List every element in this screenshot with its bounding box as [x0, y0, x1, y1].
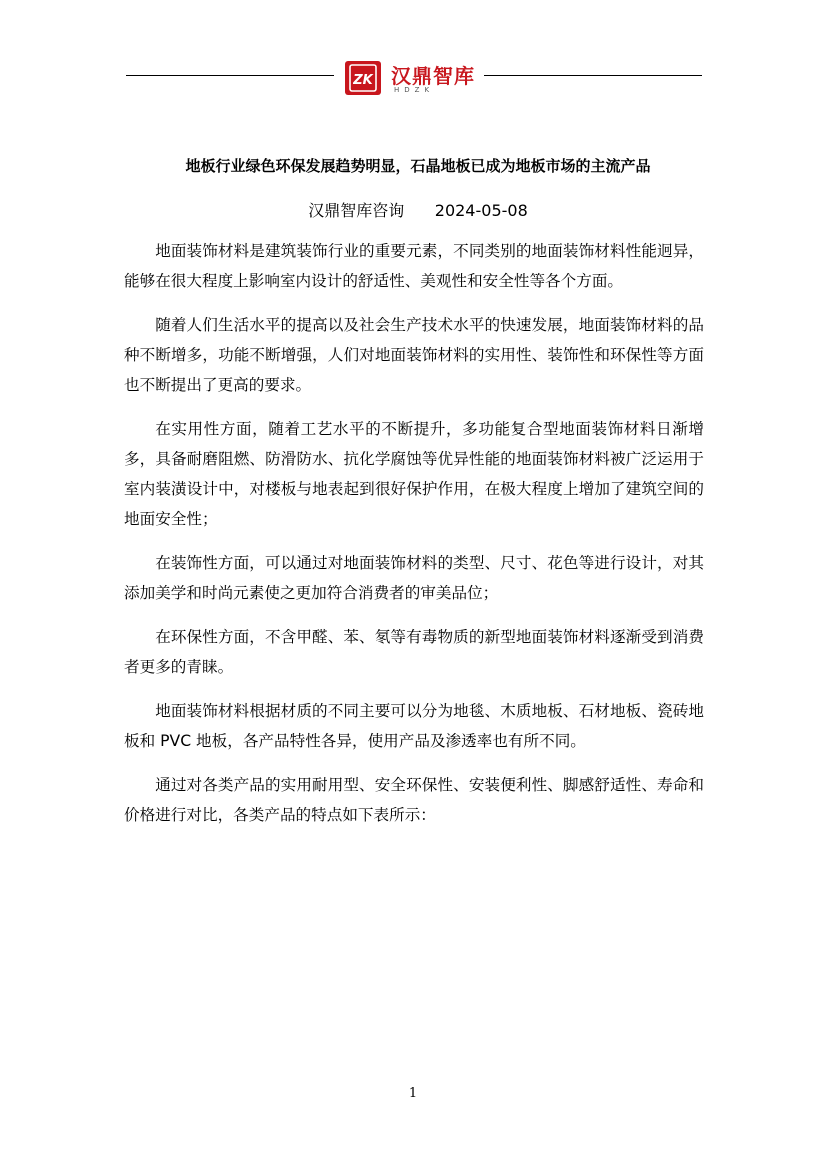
logo-subtext: HDZK — [394, 86, 435, 94]
svg-text:ZK: ZK — [353, 73, 373, 88]
article-date: 2024-05-08 — [434, 201, 528, 220]
logo-text: 汉鼎智库 — [391, 64, 475, 88]
header-rule-left — [126, 75, 334, 76]
page-number: 1 — [408, 1086, 418, 1101]
hdzk-logo-icon — [344, 60, 382, 96]
body-paragraph: 通过对各类产品的实用耐用型、安全环保性、安装便利性、脚感舒适性、寿命和价格进行对比，各类产品的特点如下表所示： — [124, 776, 704, 824]
body-paragraph: 在装饰性方面，可以通过对地面装饰材料的类型、尺寸、花色等进行设计，对其添加美学和时尚元素使之更加符合消费者的审美品位； — [124, 554, 704, 602]
header-rule-right — [484, 75, 702, 76]
article-source: 汉鼎智库咨询 — [308, 201, 405, 220]
body-paragraph: 在环保性方面，不含甲醛、苯、氡等有毒物质的新型地面装饰材料逐渐受到消费者更多的青睐。 — [124, 628, 704, 676]
body-paragraph: 地面装饰材料是建筑装饰行业的重要元素，不同类别的地面装饰材料性能迥异，能够在很大程度上影响室内设计的舒适性、美观性和安全性等各个方面。 — [124, 242, 704, 290]
body-paragraph: 随着人们生活水平的提高以及社会生产技术水平的快速发展，地面装饰材料的品种不断增多，功能不断增强，人们对地面装饰材料的实用性、装饰性和环保性等方面也不断提出了更高的要求。 — [124, 316, 704, 394]
article-body — [124, 236, 704, 844]
body-paragraph: 地面装饰材料根据材质的不同主要可以分为地毯、木质地板、石材地板、瓷砖地板和 PVC 地板，各产品特性各异，使用产品及渗透率也有所不同。 — [124, 702, 704, 750]
body-paragraph: 在实用性方面，随着工艺水平的不断提升，多功能复合型地面装饰材料日渐增多，具备耐磨阻燃、防滑防水、抗化学腐蚀等优异性能的地面装饰材料被广泛运用于室内装潢设计中，对楼板与地表起到很好保护作用，在极大程度上增加了建筑空间的地面安全性； — [124, 420, 704, 528]
article-byline — [120, 198, 716, 221]
page-header — [126, 56, 702, 100]
article-title: 地板行业绿色环保发展趋势明显，石晶地板已成为地板市场的主流产品 — [185, 157, 651, 175]
